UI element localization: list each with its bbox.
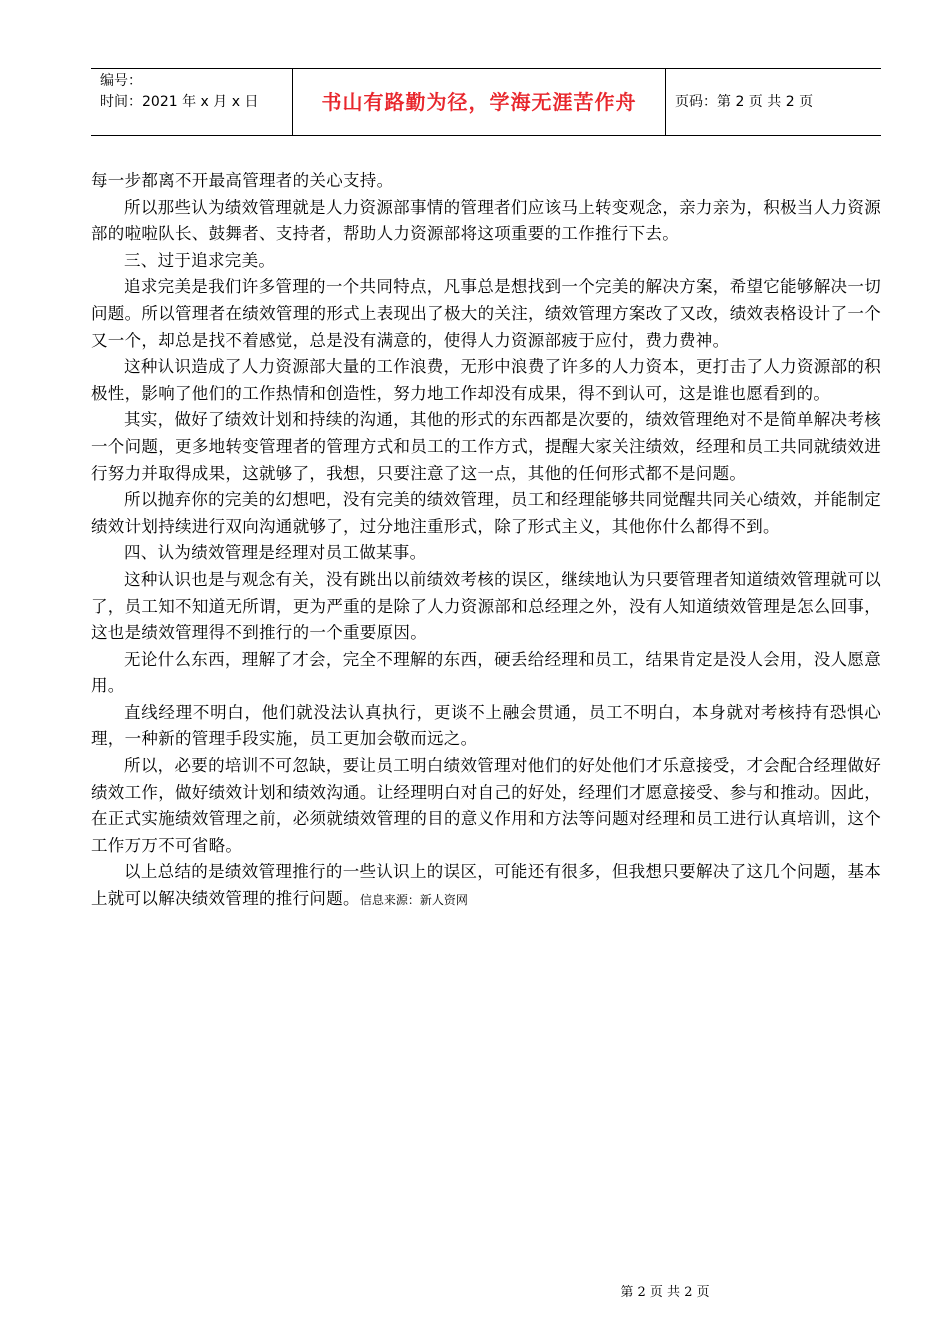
paragraph: 这种认识造成了人力资源部大量的工作浪费，无形中浪费了许多的人力资本，更打击了人力资源部的积极性，影响了他们的工作热情和创造性，努力地工作却没有成果，得不到认可，这是谁也愿看到的。 [91, 357, 881, 403]
paragraph: 所以那些认为绩效管理就是人力资源部事情的管理者们应该马上转变观念，亲力亲为，积极当人力资源部的啦啦队长、鼓舞者、支持者，帮助人力资源部将这项重要的工作推行下去。 [91, 197, 881, 244]
closing-text: 以上总结的是绩效管理推行的一些认识上的误区，可能还有很多，但我想只要解决了这几个问题，基本上就可以解决绩效管理的推行问题。 [91, 862, 881, 909]
header-motto: 书山有路勤为径，学海无涯苦作舟 [293, 69, 666, 135]
section-heading: 四、认为绩效管理是经理对员工做某事。 [124, 543, 427, 563]
paragraph: 所以，必要的培训不可忽缺，要让员工明白绩效管理对他们的好处他们才乐意接受，才会配合经理做好绩效工作，做好绩效计划和绩效沟通。让经理明白对自己的好处，经理们才愿意接受、参与和推动。因此，在正式实施绩效管理之前，必须就绩效管理的目的意义作用和方法等问题对经理和员工进行认真培训，这个工作万万不可省略。 [91, 756, 881, 855]
page-footer: 第 2 页 共 2 页 [620, 1285, 710, 1300]
document-body [91, 168, 881, 914]
paragraph: 所以抛弃你的完美的幻想吧，没有完美的绩效管理，员工和经理能够共同觉醒共同关心绩效，并能制定绩效计划持续进行双向沟通就够了，过分地注重形式，除了形式主义，其他你什么都得不到。 [91, 490, 881, 536]
page-header [91, 68, 881, 136]
section-heading: 三、过于追求完美。 [124, 250, 276, 270]
paragraph: 其实，做好了绩效计划和持续的沟通，其他的形式的东西都是次要的，绩效管理绝对不是简单解决考核一个问题，更多地转变管理者的管理方式和员工的工作方式，提醒大家关注绩效，经理和员工共同就绩效进行努力并取得成果，这就够了，我想，只要注意了这一点，其他的任何形式都不是问题。 [91, 410, 881, 483]
serial-number-label: 编号： [100, 73, 142, 89]
paragraph: 每一步都离不开最高管理者的关心支持。 [91, 171, 394, 190]
paragraph: 无论什么东西，理解了才会，完全不理解的东西，硬丢给经理和员工，结果肯定是没人会用，没人愿意用。 [91, 649, 881, 696]
paragraph: 追求完美是我们许多管理的一个共同特点，凡事总是想找到一个完美的解决方案，希望它能够解决一切问题。所以管理者在绩效管理的形式上表现出了极大的关注，绩效管理方案改了又改，绩效表格设计了一个又一个，却总是找不着感觉，总是没有满意的，使得人力资源部疲于应付，费力费神。 [91, 277, 881, 350]
source-note: 信息来源：新人资网 [359, 893, 468, 908]
paragraph: 直线经理不明白，他们就没法认真执行，更谈不上融会贯通，员工不明白，本身就对考核持有恐惧心理，一种新的管理手段实施，员工更加会敬而远之。 [91, 702, 881, 749]
paragraph: 这种认识也是与观念有关，没有跳出以前绩效考核的误区，继续地认为只要管理者知道绩效管理就可以了，员工知不知道无所谓，更为严重的是除了人力资源部和总经理之外，没有人知道绩效管理是怎么回事，这也是绩效管理得不到推行的一个重要原因。 [91, 569, 881, 643]
time-label: 时间：2021 年 x 月 x 日 [100, 94, 259, 110]
closing-paragraph [91, 859, 881, 913]
header-meta [91, 69, 293, 135]
header-page-number: 页码：第 2 页 共 2 页 [675, 94, 814, 110]
